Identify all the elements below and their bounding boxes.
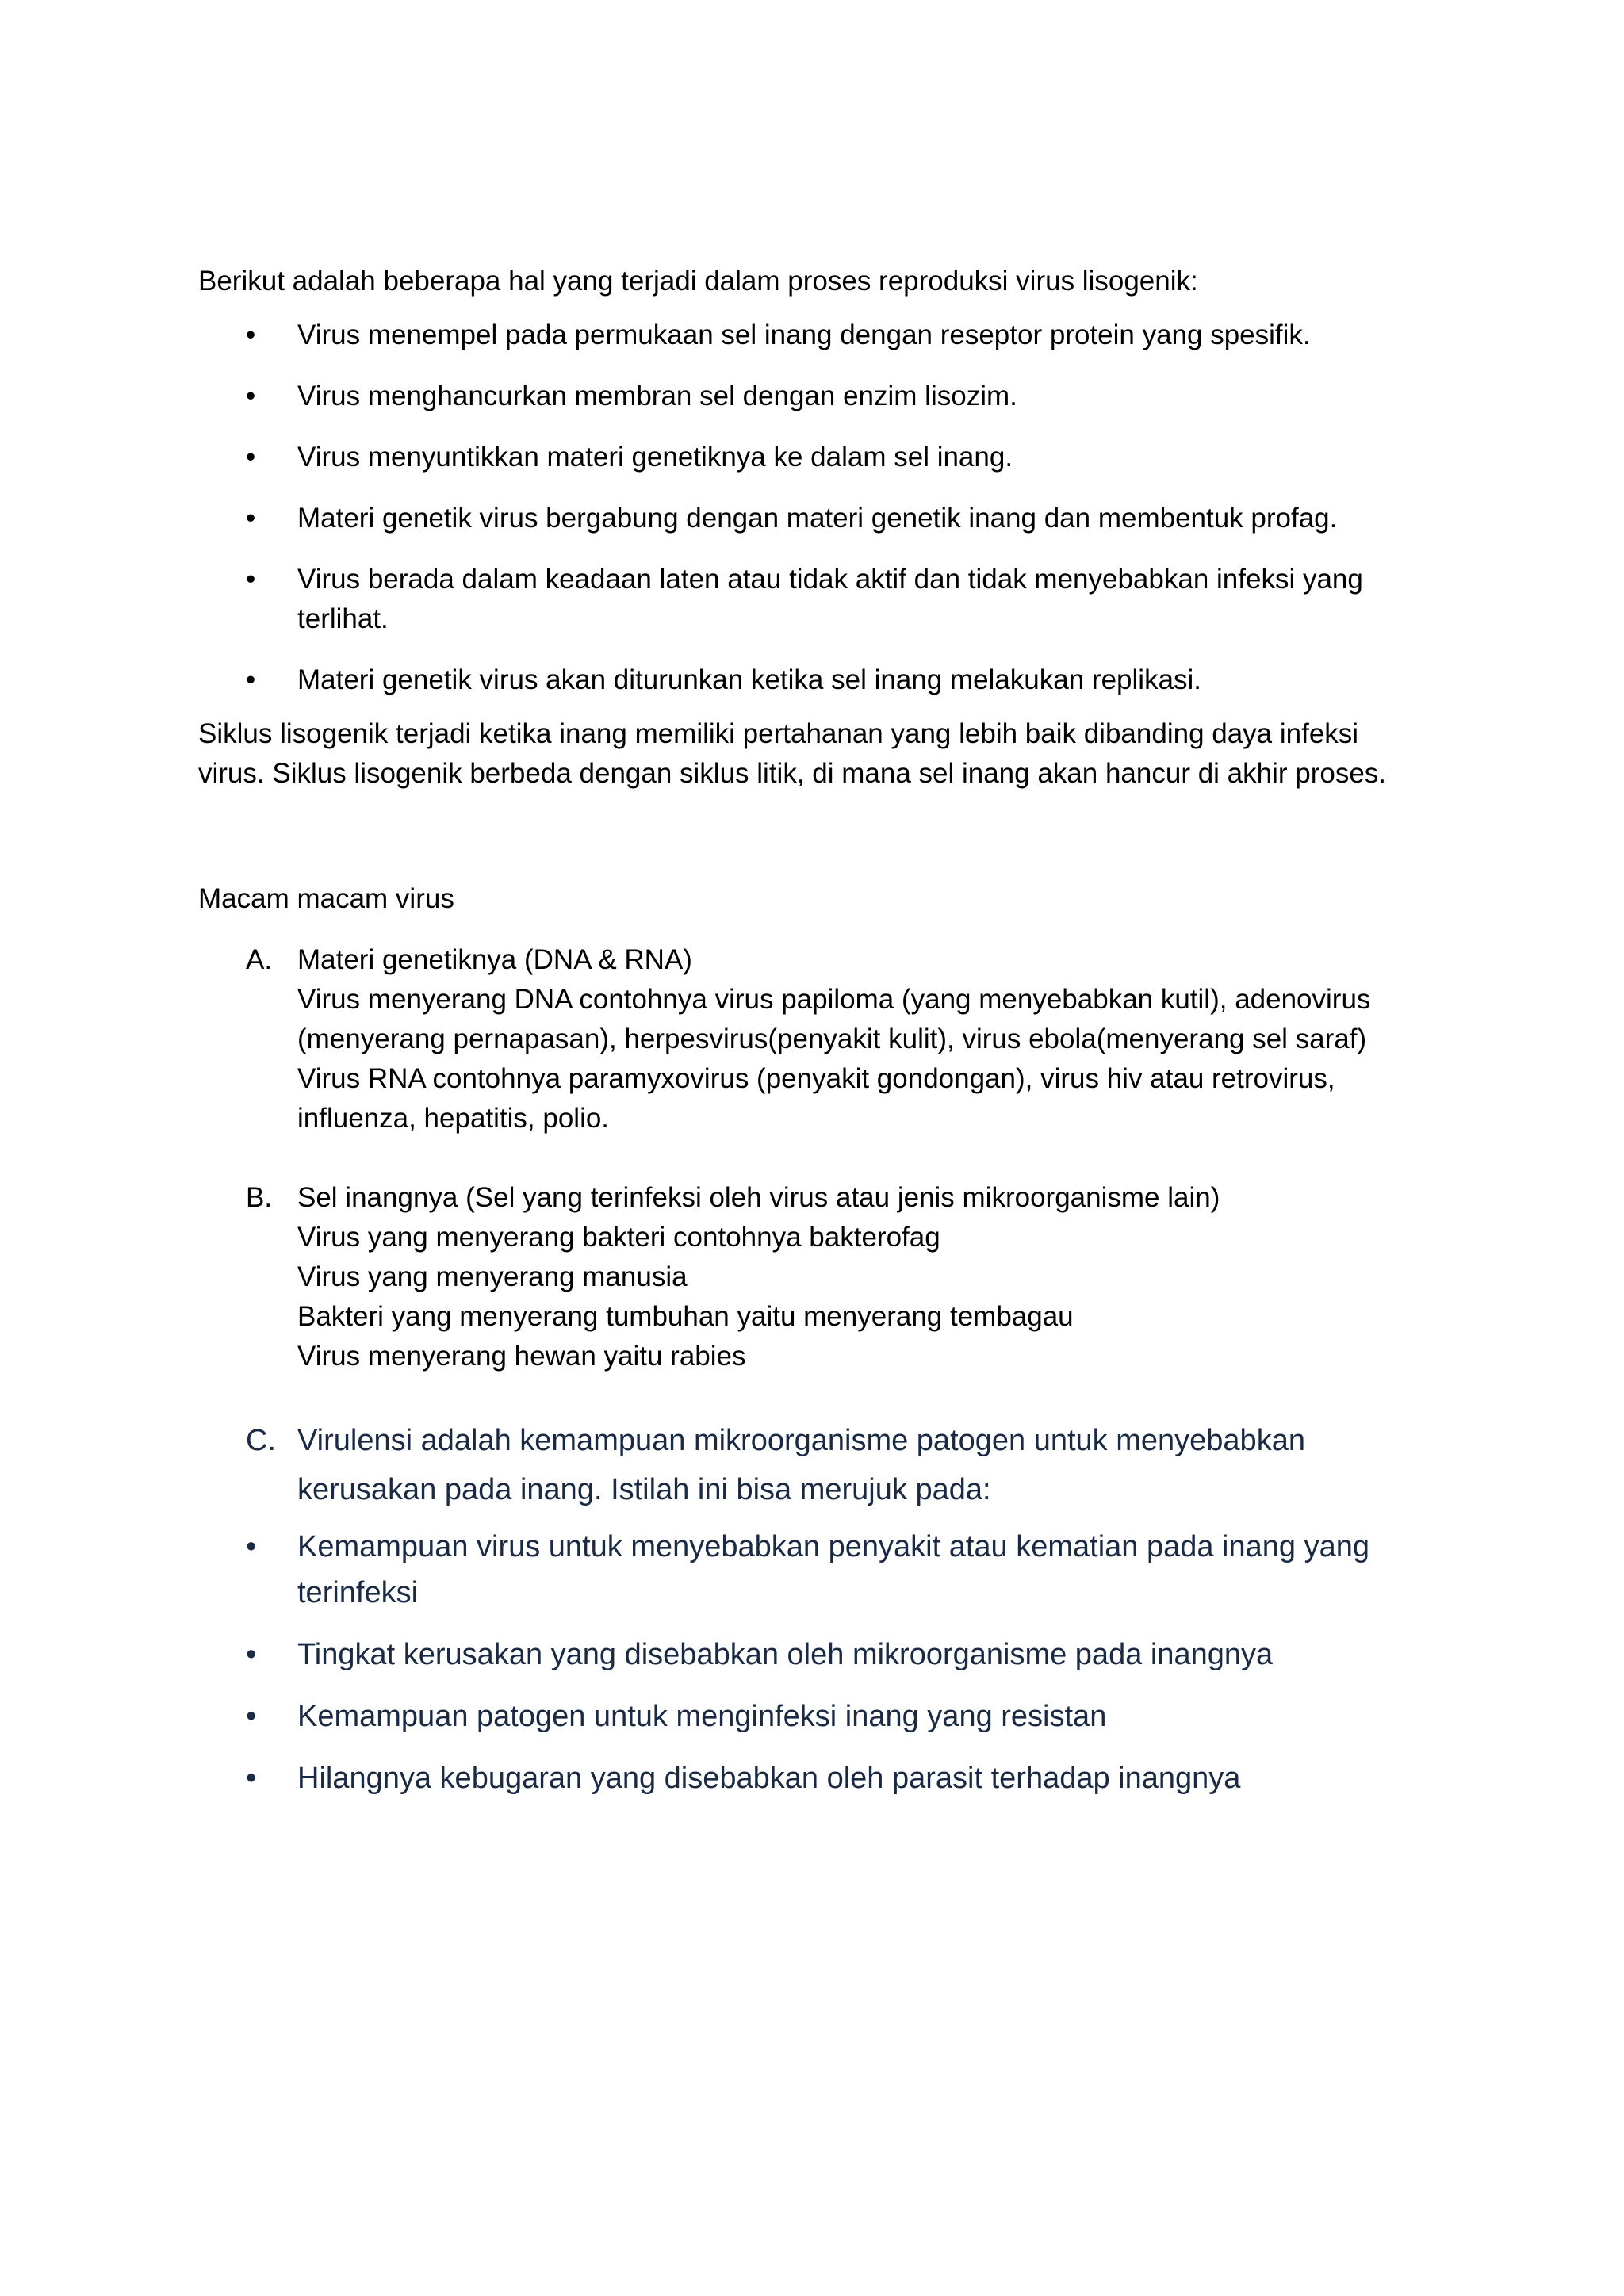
bullet-icon: • (246, 1530, 257, 1563)
list-item (198, 377, 1404, 416)
list-item (198, 316, 1404, 355)
section-line: Materi genetiknya (DNA & RNA) (297, 944, 692, 975)
bullet-icon: • (246, 564, 256, 595)
list-item (198, 1524, 1404, 1616)
section-line: kerusakan pada inang. Istilah ini bisa merujuk pada: (297, 1473, 991, 1506)
section-line: Virus menyerang DNA contohnya virus papiloma (yang menyebabkan kutil), adenovirus (297, 984, 1371, 1015)
virulence-list (198, 1524, 1404, 1801)
section-line: Virus yang menyerang manusia (297, 1261, 688, 1292)
section-a (198, 940, 1404, 1138)
bullet-icon: • (246, 320, 256, 350)
bullet-icon: • (246, 1638, 257, 1671)
list-item-text: Kemampuan virus untuk menyebabkan penyakit atau kematian pada inang yang terinfeksi (297, 1530, 1369, 1609)
lysogenic-steps-list (198, 316, 1404, 700)
list-item-text: Kemampuan patogen untuk menginfeksi inang yang resistan (297, 1700, 1107, 1733)
list-item-text: Tingkat kerusakan yang disebabkan oleh mikroorganisme pada inangnya (297, 1638, 1274, 1671)
list-item (198, 1632, 1404, 1678)
section-c-heading (198, 1416, 1404, 1514)
closing-paragraph (198, 714, 1404, 794)
bullet-icon: • (246, 1762, 257, 1795)
list-item-text: Materi genetik virus akan diturunkan ketika sel inang melakukan replikasi. (297, 664, 1202, 695)
document-body (198, 262, 1404, 1817)
bullet-icon: • (246, 442, 256, 473)
list-item (198, 660, 1404, 700)
section-marker: B. (246, 1182, 273, 1213)
intro-paragraph: Berikut adalah beberapa hal yang terjadi dalam proses reproduksi virus lisogenik: (198, 266, 1198, 297)
section-line: Virus yang menyerang bakteri contohnya bakterofag (297, 1222, 940, 1253)
section-marker: A. (246, 944, 273, 975)
list-item-text: Virus berada dalam keadaan laten atau tidak aktif dan tidak menyebabkan infeksi yang terlihat. (297, 564, 1363, 634)
section-title: Macam macam virus (198, 883, 454, 914)
bullet-icon: • (246, 381, 256, 411)
bullet-icon: • (246, 1700, 257, 1733)
bullet-icon: • (246, 503, 256, 534)
list-item (198, 1755, 1404, 1801)
list-item (198, 1693, 1404, 1739)
section-line: Virus RNA contohnya paramyxovirus (penyakit gondongan), virus hiv atau retrovirus, (297, 1063, 1335, 1094)
closing-line: virus. Siklus lisogenik berbeda dengan siklus litik, di mana sel inang akan hancur di akhir proses. (198, 758, 1387, 789)
section-b (198, 1178, 1404, 1376)
list-item (198, 560, 1404, 639)
section-line: Bakteri yang menyerang tumbuhan yaitu menyerang tembagau (297, 1301, 1074, 1332)
section-line: (menyerang pernapasan), herpesvirus(penyakit kulit), virus ebola(menyerang sel saraf) (297, 1024, 1367, 1054)
section-line: influenza, hepatitis, polio. (297, 1103, 610, 1134)
section-line: Sel inangnya (Sel yang terinfeksi oleh virus atau jenis mikroorganisme lain) (297, 1182, 1220, 1213)
list-item-text: Virus menyuntikkan materi genetiknya ke dalam sel inang. (297, 442, 1013, 473)
section-line: Virulensi adalah kemampuan mikroorganisme patogen untuk menyebabkan (297, 1424, 1305, 1457)
list-item-text: Materi genetik virus bergabung dengan materi genetik inang dan membentuk profag. (297, 503, 1338, 534)
list-item-text: Hilangnya kebugaran yang disebabkan oleh parasit terhadap inangnya (297, 1762, 1241, 1795)
section-marker: C. (246, 1424, 276, 1457)
list-item-text: Virus menempel pada permukaan sel inang dengan reseptor protein yang spesifik. (297, 320, 1311, 350)
section-c (198, 1416, 1404, 1801)
list-item (198, 438, 1404, 477)
section-line: Virus menyerang hewan yaitu rabies (297, 1341, 746, 1372)
list-item (198, 499, 1404, 538)
list-item-text: Virus menghancurkan membran sel dengan enzim lisozim. (297, 381, 1017, 411)
bullet-icon: • (246, 664, 256, 695)
closing-line: Siklus lisogenik terjadi ketika inang memiliki pertahanan yang lebih baik dibanding daya infeksi (198, 718, 1359, 749)
